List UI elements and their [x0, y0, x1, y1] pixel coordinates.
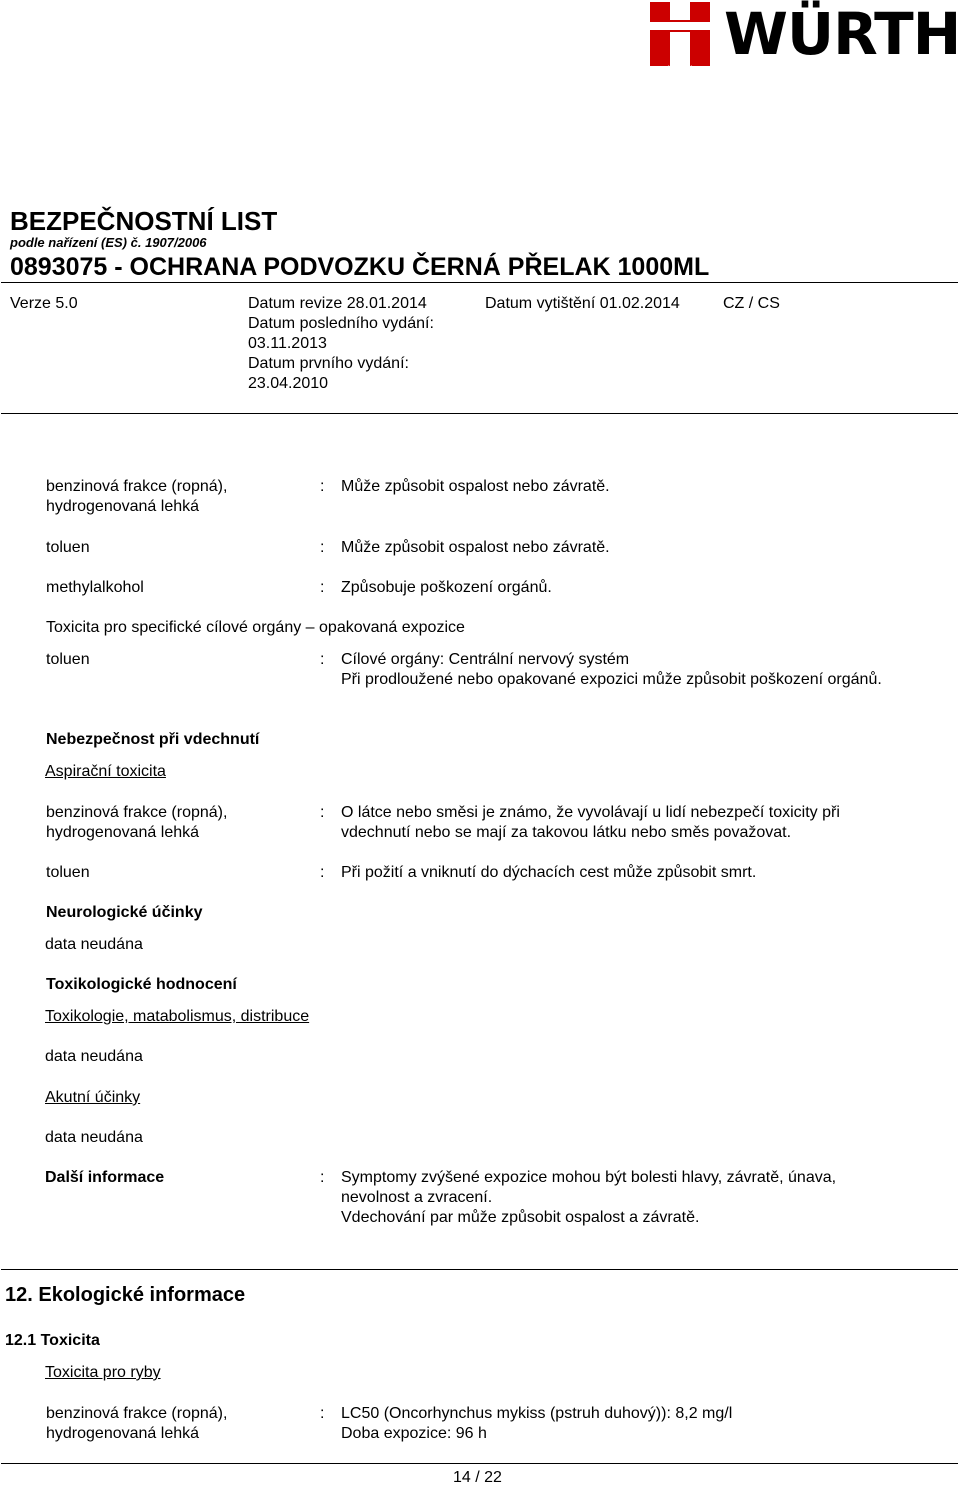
fish-toxicity-heading: Toxicita pro ryby — [45, 1364, 161, 1381]
row-name: toluen — [46, 539, 90, 556]
section-12-title: 12. Ekologické informace — [5, 1284, 246, 1306]
toxeval-value-2: data neudána — [45, 1129, 143, 1146]
row-colon: : — [320, 804, 325, 821]
header-rule-top — [1, 282, 958, 283]
row-colon: : — [320, 651, 325, 668]
row-name: benzinová frakce (ropná), hydrogenovaná lehká — [46, 478, 228, 515]
aspiration-subheading: Aspirační toxicita — [45, 763, 166, 780]
product-name: 0893075 - OCHRANA PODVOZKU ČERNÁ PŘELAK 1000ML — [10, 253, 710, 281]
section-rule — [1, 1269, 958, 1270]
stot-re-heading: Toxicita pro specifické cílové orgány – opakovaná expozice — [46, 619, 465, 636]
further-info-colon: : — [320, 1169, 325, 1186]
row-colon: : — [320, 478, 325, 495]
row-value: Při požití a vniknutí do dýchacích cest může způsobit smrt. — [341, 864, 757, 881]
aspiration-heading: Nebezpečnost při vdechnutí — [46, 731, 260, 748]
row-colon: : — [320, 1405, 325, 1422]
locale: CZ / CS — [723, 295, 780, 312]
toxeval-subheading-2: Akutní účinky — [45, 1089, 141, 1106]
row-name: benzinová frakce (ropná), hydrogenovaná lehká — [46, 804, 228, 841]
neuro-heading: Neurologické účinky — [46, 904, 203, 921]
row-name: methylalkohol — [46, 579, 144, 596]
wurth-logo — [646, 0, 958, 70]
row-name: benzinová frakce (ropná), hydrogenovaná lehká — [46, 1405, 228, 1442]
row-value: Způsobuje poškození orgánů. — [341, 579, 552, 596]
toxeval-subheading-1: Toxikologie, matabolismus, distribuce — [45, 1008, 310, 1025]
row-colon: : — [320, 579, 325, 596]
neuro-value: data neudána — [45, 936, 143, 953]
logo-text: WÜRTH — [724, 0, 960, 68]
row-name: toluen — [46, 651, 90, 668]
page-number: 14 / 22 — [453, 1469, 502, 1486]
print-date: Datum vytištění 01.02.2014 — [485, 295, 680, 312]
row-value: Může způsobit ospalost nebo závratě. — [341, 478, 610, 495]
row-value-line2: Doba expozice: 96 h — [341, 1425, 487, 1442]
revision-date: Datum revize 28.01.2014 — [248, 295, 427, 312]
regulation-line: podle nařízení (ES) č. 1907/2006 — [10, 235, 207, 250]
row-value-line1: Cílové orgány: Centrální nervový systém — [341, 651, 630, 668]
row-value-line2: Při prodloužené nebo opakované expozici může způsobit poškození orgánů. — [341, 671, 882, 688]
last-issue-date: 03.11.2013 — [248, 335, 327, 352]
row-colon: : — [320, 864, 325, 881]
last-issue-label: Datum posledního vydání: — [248, 315, 434, 332]
row-value-line1: LC50 (Oncorhynchus mykiss (pstruh duhový)): 8,2 mg/l — [341, 1405, 733, 1422]
document-title: BEZPEČNOSTNÍ LIST — [10, 206, 278, 236]
header-rule-bottom — [1, 413, 958, 414]
further-info-line2: Vdechování par může způsobit ospalost a závratě. — [341, 1209, 700, 1226]
first-issue-date: 23.04.2010 — [248, 375, 329, 392]
section-12-1-title: 12.1 Toxicita — [5, 1332, 100, 1349]
further-info-label: Další informace — [45, 1169, 165, 1186]
toxeval-heading: Toxikologické hodnocení — [46, 976, 237, 993]
row-value: Může způsobit ospalost nebo závratě. — [341, 539, 610, 556]
toxeval-value-1: data neudána — [45, 1048, 143, 1065]
footer-rule — [1, 1463, 958, 1464]
further-info-line1: Symptomy zvýšené expozice mohou být bolesti hlavy, závratě, únava, nevolnost a zvracení. — [341, 1169, 837, 1206]
version: Verze 5.0 — [10, 295, 78, 312]
row-colon: : — [320, 539, 325, 556]
first-issue-label: Datum prvního vydání: — [248, 355, 409, 372]
row-value: O látce nebo směsi je známo, že vyvolávají u lidí nebezpečí toxicity při vdechnutí nebo se mají za takovou látku nebo směs považovat. — [341, 804, 840, 841]
row-name: toluen — [46, 864, 90, 881]
